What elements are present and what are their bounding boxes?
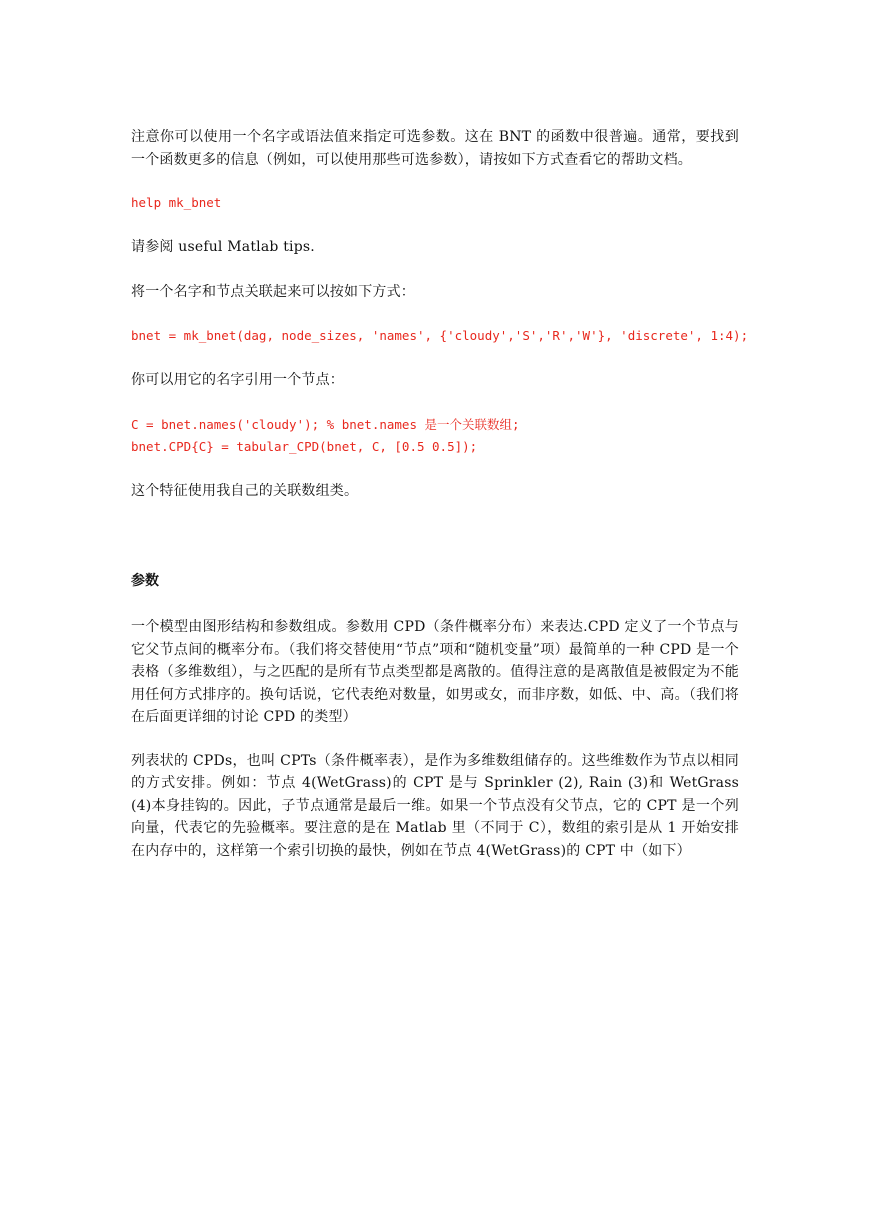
code-names: C = bnet.names('cloudy'); % bnet.names 是一个关联数组; — [131, 416, 520, 432]
code-mk-bnet: bnet = mk_bnet(dag, node_sizes, 'names', {'cloudy','S','R','W'}, 'discrete', 1:4); — [131, 328, 749, 343]
tips-line: 请参阅 useful Matlab tips. — [131, 239, 315, 255]
assoc-line: 将一个名字和节点关联起来可以按如下方式： — [131, 283, 415, 300]
document-body — [131, 126, 749, 862]
ref-line: 你可以用它的名字引用一个节点： — [131, 372, 344, 388]
params-paragraph: 一个模型由图形结构和参数组成。参数用 CPD（条件概率分布）来表达.CPD 定义了一个节点与它父节点间的概率分布。（我们将交替使用“节点”项和“随机变量”项）最简单的一种 CPD 是一个表格（多维数组），与之匹配的是所有节点类型都是离散的。值得注意的是离散值是被假定为不能用任何方式排序的。换句话说，它代表绝对数量，如男或女，而非序数，如低、中、高。（我们将在后面更详细的讨论 CPD 的类型） — [131, 619, 739, 725]
code-help-mk-bnet: help mk_bnet — [131, 195, 222, 210]
section-heading-params: 参数 — [131, 573, 159, 589]
code-cpd: bnet.CPD{C} = tabular_CPD(bnet, C, [0.5 0.5]); — [131, 438, 478, 454]
cpt-paragraph: 列表状的 CPDs，也叫 CPTs（条件概率表），是作为多维数组储存的。这些维数作为节点以相同的方式安排。例如：节点 4(WetGrass)的 CPT 是与 Sprinkler (2), Rain (3)和 WetGrass (4)本身挂钩的。因此，子节点通常是最后一维。如果一个节点没有父节点，它的 CPT 是一个列向量，代表它的先验概率。要注意的是在 Matlab 里（不同于 C），数组的索引是从 1 开始安排在内存中的，这样第一个索引切换的最快，例如在节点 4(WetGrass)的 CPT 中（如下） — [131, 752, 739, 859]
feature-line: 这个特征使用我自己的关联数组类。 — [131, 482, 359, 499]
intro-paragraph: 注意你可以使用一个名字或语法值来指定可选参数。这在 BNT 的函数中很普遍。通常，要找到一个函数更多的信息（例如，可以使用那些可选参数），请按如下方式查看它的帮助文档。 — [131, 129, 739, 168]
